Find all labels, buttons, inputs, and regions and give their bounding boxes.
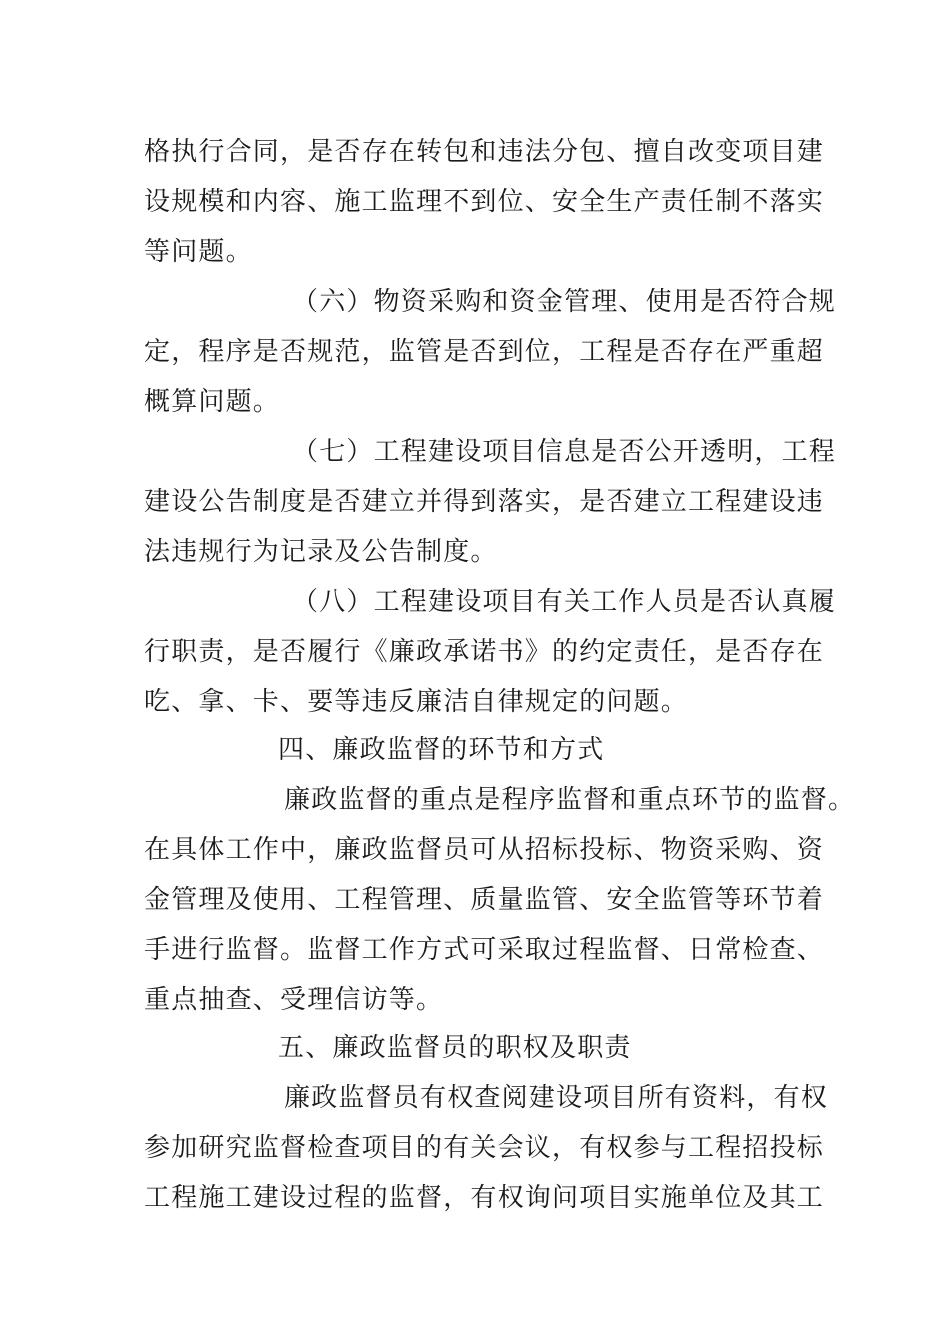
paragraph-line: 重点抽查、受理信访等。 (144, 985, 444, 1015)
paragraph-line: 吃、拿、卡、要等违反廉洁自律规定的问题。 (144, 687, 689, 717)
paragraph-line: 法违规行为记录及公告制度。 (144, 537, 498, 567)
paragraph-line: 设规模和内容、施工监理不到位、安全生产责任制不落实 (144, 187, 825, 217)
paragraph-line: 等问题。 (144, 237, 253, 267)
paragraph-line: 参加研究监督检查项目的有关会议，有权参与工程招投标 (144, 1133, 825, 1163)
paragraph-line: 行职责，是否履行《廉政承诺书》的约定责任，是否存在 (144, 637, 825, 667)
item-seven-line: （七）工程建设项目信息是否公开透明，工程 (292, 437, 837, 467)
paragraph-line: 金管理及使用、工程管理、质量监管、安全监管等环节着 (144, 885, 825, 915)
paragraph-line: 工程施工建设过程的监督，有权询问项目实施单位及其工 (144, 1183, 825, 1213)
paragraph-line: 廉政监督员有权查阅建设项目所有资料，有权 (284, 1083, 829, 1113)
paragraph-line: 概算问题。 (144, 387, 281, 417)
paragraph-line: 建设公告制度是否建立并得到落实，是否建立工程建设违 (144, 487, 825, 517)
paragraph-line: 在具体工作中，廉政监督员可从招标投标、物资采购、资 (144, 835, 825, 865)
paragraph-line: 定，程序是否规范，监管是否到位，工程是否存在严重超 (144, 337, 825, 367)
item-six-line: （六）物资采购和资金管理、使用是否符合规 (292, 287, 837, 317)
section-heading-four: 四、廉政监督的环节和方式 (278, 735, 605, 765)
section-heading-five: 五、廉政监督员的职权及职责 (278, 1033, 632, 1063)
paragraph-line: 手进行监督。监督工作方式可采取过程监督、日常检查、 (144, 935, 825, 965)
paragraph-line: 廉政监督的重点是程序监督和重点环节的监督。 (284, 785, 856, 815)
paragraph-line: 格执行合同，是否存在转包和违法分包、擅自改变项目建 (144, 137, 825, 167)
item-eight-line: （八）工程建设项目有关工作人员是否认真履 (292, 587, 837, 617)
